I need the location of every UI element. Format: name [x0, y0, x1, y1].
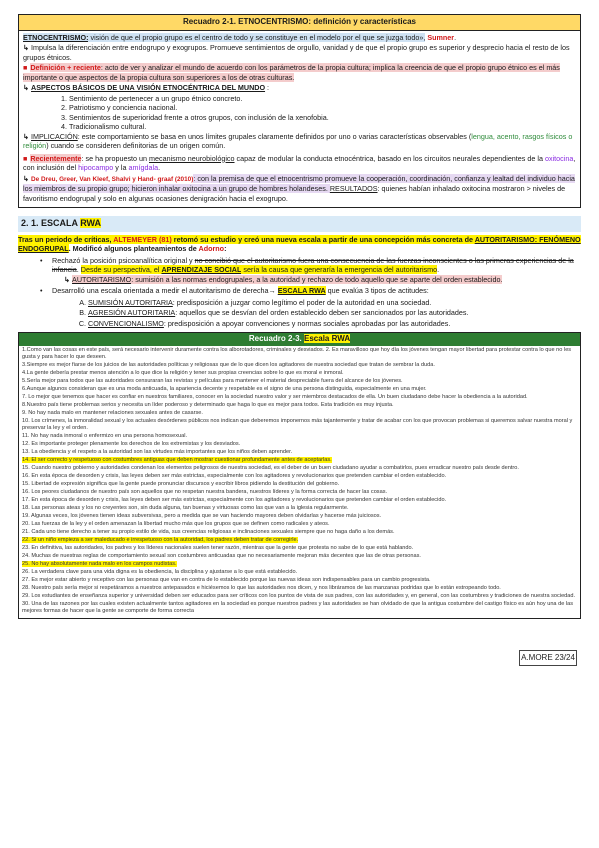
aspect-item: 4. Tradicionalismo cultural.: [69, 122, 576, 132]
rwa-item: 16. En esta época de desorden y crisis, las leyes deben ser más estrictas, especialmente con los agitadores y revolucionarios que pretenden cambiar el orden establecido.: [22, 473, 447, 480]
aspect-item: 1. Sentimiento de pertenecer a un grupo étnico concreto.: [69, 94, 576, 104]
autoritarismo-definition: [64, 275, 581, 285]
author-stamp: A.MORE 23/24: [519, 650, 577, 666]
hook-arrow-icon: ↳: [23, 43, 30, 53]
rwa-item: 15. Libertad de expresión significa que la gente puede pronunciar discursos y escribir libros pidiendo la destitución del gobierno.: [22, 481, 340, 488]
definition2-text: : acto de ver y analizar el mundo de acuerdo con los parámetros de la propia cultura; implica la creencia de que el propio grupo étnico es el más importante o que aspectos de la propia cultura son superiores a los de otras culturas.: [23, 63, 560, 82]
document-page: [18, 14, 581, 619]
list-item: • Desarrolló una escala orientada a medir el autoritarismo de derecha→ ESCALA RWA que evalúa 3 tipos de actitudes:: [40, 286, 429, 296]
list-item: • Rechazó la posición psicoanalítica original y no concibió que el autoritarismo fuera una consecuencia de las fuerzas inconscientes o las primeras experiencias de la infancia. Desde su perspectiva, el APRENDIZAJE SOCIAL sería la causa que generaría la emergencia del autoritarismo. ↳ AUTORITARISMO: sumisión a las normas endogrupales, a la autoridad y rechazo de todo aquello que se aparte del orden establecido.: [40, 256, 581, 285]
hook-arrow-icon: ↳: [23, 131, 30, 141]
definition-text: visión de que el propio grupo es el centro de todo y se constituye en el modelo por el que se juzga todo»,: [88, 32, 426, 42]
bullet-icon: •: [40, 255, 43, 265]
box-etnocentrismo-body: [19, 31, 580, 207]
box-etnocentrismo-title: Recuadro 2-1. ETNOCENTRISMO: definición y características: [19, 15, 580, 31]
rwa-item: 24. Muchas de nuestras reglas de comportamiento sexual son costumbres anticuadas que no necesariamente mejoran más decentes que las de otras personas.: [22, 552, 421, 559]
rwa-item: 20. Las fuerzas de la ley y el orden amenazan la libertad mucho más que los grupos que se definen como radicales y ateos.: [22, 521, 330, 528]
rwa-item: 12. Es importante proteger plenamente los derechos de los extremistas y los desviados.: [22, 441, 241, 448]
aspects-list: [69, 94, 576, 132]
hook-arrow-icon: ↳: [23, 173, 30, 183]
section-intro: Tras un periodo de críticas, ALTEMEYER (81) retomó su estudio y creó una nueva escala a partir de una concepción más concreta de AUTORITARISMO: FENÓMENO ENDOGRUPAL. Modificó algunos planteamientos de Adorno:: [18, 234, 581, 254]
autoritarismo-text: : sumisión a las normas endogrupales, a la autoridad y rechazo de todo aquello que se aparte del orden establecido.: [131, 274, 503, 284]
aspects-heading: ↳ ASPECTOS BÁSICOS DE UNA VISIÓN ETNOCÉNTRICA DEL MUNDO :: [23, 83, 270, 93]
rwa-item: 5.Sería mejor para todos que las autoridades censuraran las revistas y películas para mantener el material despreciable fuera del alcance de los jóvenes.: [22, 378, 403, 385]
rwa-item: 16. Los peores ciudadanos de nuestro país son aquellos que no respetan nuestra bandera, nuestros líderes y la forma correcta de hacer las cosas.: [22, 489, 388, 496]
right-arrow-icon: →: [268, 286, 278, 296]
autoritarismo-endogrupal: AUTORITARISMO: FENÓMENO ENDOGRUPAL: [18, 234, 581, 254]
rwa-item: 26. La verdadera clave para una vida digna es la obediencia, la disciplina y ajustarse a lo que está establecido.: [22, 568, 298, 575]
rwa-item: 22. Si un niño empieza a ser maleducado e irrespetuoso con la autoridad, los padres deben tratar de corregirle.: [22, 536, 299, 543]
recent-paragraph: ■ Recientemente: se ha propuesto un mecanismo neurobiológico capaz de modular la conducta etnocéntrica, basado en los circuitos neurales dependientes de la oxitocina, con inclusión del hipocampo y la amígdala.: [23, 153, 576, 173]
red-square-bullet-icon: ■: [23, 63, 28, 73]
rwa-item: 30. Una de las razones por las cuales existen actualmente tantos agitadores en la sociedad es porque nuestros padres y las autoridades se han olvidado de que la antigua costumbre del castigo físico es aún hoy una de las mejores formas de hacer que la gente se comporte de forma correcta: [22, 600, 574, 615]
rwa-item: 18. Las personas ateas y los no creyentes son, sin duda alguna, tan buenas y virtuosas como las que van a la iglesia regularmente.: [22, 505, 349, 512]
definition-author: Sumner: [425, 32, 455, 42]
bullet-icon: •: [40, 286, 43, 296]
aspect-item: 3. Sentimientos de superioridad frente a otros grupos, con inclusión de la xenofobia.: [69, 113, 576, 123]
box-etnocentrismo: [18, 14, 581, 208]
rwa-item: 29. Los estudiantes de enseñanza superior y universidad deben ser educados para ser críticos con los puntos de vista de sus padres, con las autoridades y, en general, con las costumbres y tradiciones de nuestra sociedad.: [22, 592, 576, 599]
aprendizaje-social: APRENDIZAJE SOCIAL: [161, 265, 242, 275]
attitude-type: A. SUMISIÓN AUTORITARIA: predisposición a juzgar como legítimo el poder de la autoridad en una sociedad.: [88, 298, 581, 308]
neuro-mechanism: mecanismo neurobiológico: [149, 153, 235, 163]
hook-arrow-icon: ↳: [64, 274, 71, 284]
definition2-paragraph: [23, 63, 576, 82]
implication-paragraph: ↳ IMPLICACIÓN: este comportamiento se basa en unos límites grupales claramente definidos por uno o varias características observables (lengua, acento, rasgos físicos o religión) cuando se consideren definitorias de un origen común.: [23, 131, 573, 151]
rwa-item: 13. La obediencia y el respeto a la autoridad son las virtudes más importantes que los niños deben aprender.: [22, 449, 293, 456]
rwa-item: 25. No hay absolutamente nada malo en los campos nudistas.: [22, 560, 177, 567]
box-escala-rwa: [18, 332, 581, 619]
rwa-item: 11. No hay nada inmoral o enfermizo en una persona homosexual.: [22, 433, 188, 440]
results-term: RESULTADOS: [329, 184, 378, 193]
section-bullets: [40, 256, 581, 296]
escala-rwa-term: ESCALA RWA: [277, 286, 326, 296]
red-square-bullet-icon: ■: [23, 153, 28, 163]
implication-term: IMPLICACIÓN: [31, 131, 78, 141]
dedreu-text: : con la premisa de que el etnocentrismo promueve la cooperación, coordinación, confianza y lealtad del individuo hacia los miembros de su propio grupo; hicieron inhalar oxitocina a un grupo de hombres holandeses.: [23, 173, 575, 193]
rwa-item: 9. No hay nada malo en mantener relaciones sexuales antes de casarse.: [22, 410, 203, 417]
definition-paragraph: ETNOCENTRISMO: visión de que el propio grupo es el centro de todo y se constituye en el modelo por el que se juzga todo», Sumner.: [23, 32, 457, 42]
attitude-type: B. AGRESIÓN AUTORITARIA: aquellos que se desvían del orden establecido deben ser sancionados por las autoridades.: [88, 308, 581, 318]
rwa-item: 8.Nuestro país tiene problemas serios y necesita un líder poderoso y determinado que haga lo que es mejor para todos. Esta tradición es muy injusta.: [22, 402, 394, 409]
impulse-text: Impulsa la diferenciación entre endogrupo y exogrupos. Promueve sentimientos de orgullo, vanidad y de que el propio grupo es superior y desprecio hacia el resto de los grupos étnicos.: [23, 43, 570, 62]
impulse-paragraph: [23, 43, 576, 62]
implication-observables: lengua, acento, rasgos físicos o religión: [23, 131, 573, 151]
definition2-term: Definición + reciente: [30, 63, 101, 73]
attitude-types-list: [88, 298, 581, 329]
adorno-ref: Adorno: [198, 244, 225, 254]
rwa-item: 10. Los crímenes, la inmoralidad sexual y los actuales desórdenes públicos nos indican que deberemos imponernos más tajantemente y tratar de acabar con los que provocan problemas si queremos salvar nuestra moral y preservar la ley y el orden.: [22, 418, 573, 432]
rwa-item: 7. Lo mejor que tenemos que hacer es confiar en nuestros familiares, conocer en la sociedad nuestro valor y ser miembros destacados de ella. Un buen ciudadano debe hacer la obediencia a la autoridad.: [22, 394, 528, 401]
rwa-item: 15. Cuando nuestro gobierno y autoridades condenan los elementos peligrosos de nuestra sociedad, es el deber de un buen ciudadano ayudar a combatirlos, pues erradicar nuestro país desde dentro.: [22, 465, 519, 472]
autoritarismo-term: AUTORITARISMO: [72, 274, 132, 284]
section-title: 2. 1. ESCALA RWA: [18, 216, 581, 232]
rwa-item: 4.La gente debería prestar menos atención a lo que dice la religión y tener sus propias creencias sobre lo que es moral e inmoral.: [22, 370, 344, 377]
oxitocina-term: oxitocina: [544, 153, 574, 163]
hipocampo-term: hipocampo: [78, 163, 114, 173]
aspects-title: ASPECTOS BÁSICOS DE UNA VISIÓN ETNOCÉNTRICA DEL MUNDO: [31, 83, 266, 93]
rwa-item: 14. El ser correcto y respetuoso con costumbres antiguas que deben mostrar cuestionar profundamente antes de aceptarlas.: [22, 457, 332, 464]
rwa-items-list: [19, 346, 580, 618]
rwa-item: 21. Cada uno tiene derecho a tener su propio estilo de vida, sus creencias religiosas e inclinaciones sexuales siempre que no haga daño a los demás.: [22, 529, 395, 536]
rwa-item: 3.Siempre es mejor fiarse de los juicios de las autoridades políticas y religiosas que de lo que dicen los agitadores de nuestra sociedad que tratan de sembrar la duda.: [22, 362, 435, 369]
rwa-item: 17. En esta época de desorden y crisis, las leyes deben ser más estrictas, especialmente con los agitadores y revolucionarios que pretenden cambiar el orden establecido.: [22, 497, 447, 504]
rwa-item: 6.Aunque algunos consideran que es una moda anticuada, la apariencia decente y respetable es el signo de una persona distinguida, especialmente en una mujer.: [22, 386, 427, 393]
rwa-item: 23. En definitiva, las autoridades, los padres y los líderes nacionales suelen tener razón, mientras que la gente que protesta no sabe de lo que está hablando.: [22, 544, 414, 551]
section-title-rwa: RWA: [80, 218, 102, 228]
rwa-item: 28. Nuestro país sería mejor si respetáramos a nuestros antepasados e hiciésemos lo que las autoridades nos dicen, y nos libráramos de las manzanas podridas que lo están estropeando todo.: [22, 584, 501, 591]
definition-term: ETNOCENTRISMO:: [23, 32, 89, 42]
box-escala-rwa-title: Recuadro 2-3. Escala RWA: [19, 333, 580, 346]
amigdala-term: amígdala: [128, 163, 159, 173]
struck-text: no concibió que el autoritarismo fuera una consecuencia de las fuerzas inconscientes o las primeras experiencias de la infancia: [52, 255, 574, 275]
dedreu-reference: De Dreu, Greer, Van Kleef, Shalvi y Hand- graaf (2010): [31, 175, 194, 183]
dedreu-paragraph: ↳ De Dreu, Greer, Van Kleef, Shalvi y Hand- graaf (2010): con la premisa de que el etnocentrismo promueve la cooperación, coordinación, confianza y lealtad del individuo hacia los miembros de su propio grupo; hicieron inhalar oxitocina a un grupo de hombres holandeses. RESULTADOS: quienes habían inhalado oxitocina mostraron > niveles de favoritismo endogrupal y solo en algunas ocasiones denigración hacia el exogrupo.: [23, 173, 575, 203]
attitude-type: C. CONVENCIONALISMO: predisposición a apoyar convenciones y normas sociales aprobadas por las autoridades.: [88, 319, 581, 329]
rwa-item: 27. Es mejor estar abierto y receptivo con las personas que van en contra de lo establecido porque las nuevas ideas son indispensables para un cambio progresista.: [22, 576, 431, 583]
rwa-item: 19. Algunas veces, los jóvenes tienen ideas subversivas, pero a medida que se van haciendo mayores deben olvidarlas y hacerse más juiciosos.: [22, 513, 382, 520]
recent-term: Recientemente: [30, 153, 82, 163]
section-escala-rwa: [18, 216, 581, 328]
altemeyer-ref: ALTEMEYER (81): [113, 234, 172, 244]
aspect-item: 2. Patriotismo y conciencia nacional.: [69, 103, 576, 113]
rwa-item: 1.Como van las cosas en este país, será necesario intervenir duramente contra los alborotadores, criminales y desviados. 2. Es maravilloso que hoy día los jóvenes tengan mayor libertad para protestar contra lo que no les gusta y para hacer lo que deseen.: [22, 346, 572, 361]
hook-arrow-icon: ↳: [23, 83, 30, 93]
